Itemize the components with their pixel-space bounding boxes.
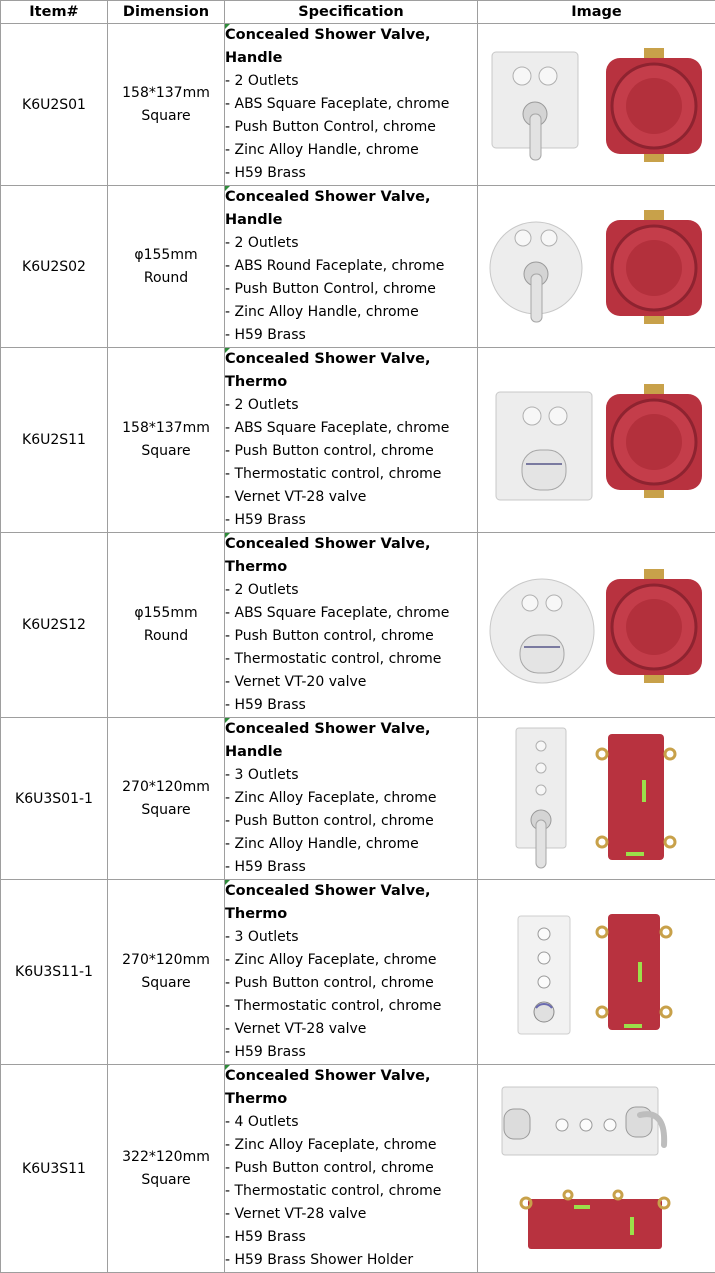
spec-line: - Push Button Control, chrome [225,116,477,139]
spec-title: Concealed Shower Valve, [225,1065,477,1088]
spec-line: - Zinc Alloy Handle, chrome [225,139,477,162]
spec-line: - Thermostatic control, chrome [225,648,477,671]
spec-line: - H59 Brass [225,162,477,185]
spec-title: Concealed Shower Valve, [225,186,477,209]
dimension-shape: Square [108,799,224,822]
product-image-cell [478,1065,715,1273]
spec-subtitle: Thermo [225,903,477,926]
dimension-size: 158*137mm [108,82,224,105]
cell-marker [225,348,230,353]
spec-line: - Zinc Alloy Faceplate, chrome [225,1134,477,1157]
product-image [478,192,714,342]
product-image-cell [478,348,715,533]
spec-line: - 4 Outlets [225,1111,477,1134]
spec-line: - Zinc Alloy Faceplate, chrome [225,949,477,972]
spec-line: - 2 Outlets [225,579,477,602]
spec-title: Concealed Shower Valve, [225,718,477,741]
spec-title: Concealed Shower Valve, [225,880,477,903]
product-image [478,1069,714,1269]
spec-line: - ABS Square Faceplate, chrome [225,602,477,625]
cell-marker [225,186,230,191]
spec-line: - Zinc Alloy Faceplate, chrome [225,787,477,810]
product-image [478,724,714,874]
dimension-cell [108,880,225,1065]
dimension-size: φ155mm [108,244,224,267]
spec-line: - Push Button control, chrome [225,625,477,648]
item-code: K6U2S12 [1,533,108,718]
table-row [1,348,715,533]
dimension-cell [108,718,225,880]
dimension-shape: Square [108,105,224,128]
specification-cell [225,533,478,718]
table-row [1,24,715,186]
dimension-shape: Square [108,1169,224,1192]
spec-line: - 2 Outlets [225,394,477,417]
cell-marker [225,24,230,29]
spec-line: - 3 Outlets [225,764,477,787]
spec-subtitle: Thermo [225,371,477,394]
dimension-size: φ155mm [108,602,224,625]
product-image-cell [478,718,715,880]
spec-subtitle: Handle [225,47,477,70]
spec-line: - ABS Round Faceplate, chrome [225,255,477,278]
spec-line: - Thermostatic control, chrome [225,1180,477,1203]
header-dimension: Dimension [108,1,225,24]
spec-line: - Push Button control, chrome [225,972,477,995]
spec-line: - Vernet VT-28 valve [225,1018,477,1041]
header-row [1,1,715,24]
dimension-cell [108,24,225,186]
spec-line: - Thermostatic control, chrome [225,463,477,486]
spec-subtitle: Thermo [225,556,477,579]
spec-line: - H59 Brass [225,324,477,347]
product-image-cell [478,24,715,186]
cell-marker [225,718,230,723]
product-image-cell [478,533,715,718]
specification-cell [225,880,478,1065]
table-row [1,880,715,1065]
item-code: K6U2S02 [1,186,108,348]
header-specification: Specification [225,1,478,24]
spec-title: Concealed Shower Valve, [225,533,477,556]
dimension-shape: Square [108,440,224,463]
table-row [1,186,715,348]
spec-line: - ABS Square Faceplate, chrome [225,93,477,116]
spec-line: - Vernet VT-28 valve [225,486,477,509]
spec-line: - Vernet VT-28 valve [225,1203,477,1226]
product-image-cell [478,186,715,348]
dimension-shape: Square [108,972,224,995]
spec-line: - Zinc Alloy Handle, chrome [225,833,477,856]
table-row [1,1065,715,1273]
spec-line: - 2 Outlets [225,70,477,93]
spec-line: - Thermostatic control, chrome [225,995,477,1018]
dimension-size: 322*120mm [108,1146,224,1169]
spec-subtitle: Handle [225,741,477,764]
item-code: K6U2S01 [1,24,108,186]
dimension-size: 270*120mm [108,949,224,972]
dimension-cell [108,186,225,348]
specification-cell [225,718,478,880]
specification-cell [225,186,478,348]
item-code: K6U2S11 [1,348,108,533]
cell-marker [225,533,230,538]
spec-subtitle: Thermo [225,1088,477,1111]
cell-marker [225,880,230,885]
spec-line: - Push Button control, chrome [225,440,477,463]
product-image [478,30,714,180]
header-image: Image [478,1,715,24]
specification-cell [225,24,478,186]
dimension-size: 158*137mm [108,417,224,440]
spec-line: - H59 Brass [225,1041,477,1064]
dimension-size: 270*120mm [108,776,224,799]
product-image [478,354,714,526]
spec-line: - H59 Brass [225,509,477,532]
cell-marker [225,1065,230,1070]
dimension-shape: Round [108,625,224,648]
item-code: K6U3S11-1 [1,880,108,1065]
table-row [1,533,715,718]
item-code: K6U3S01-1 [1,718,108,880]
product-image [478,539,714,711]
spec-line: - Zinc Alloy Handle, chrome [225,301,477,324]
spec-subtitle: Handle [225,209,477,232]
dimension-cell [108,1065,225,1273]
header-item: Item# [1,1,108,24]
dimension-shape: Round [108,267,224,290]
spec-line: - Push Button Control, chrome [225,278,477,301]
spec-line: - 2 Outlets [225,232,477,255]
spec-line: - H59 Brass [225,856,477,879]
spec-line: - H59 Brass [225,1226,477,1249]
item-code: K6U3S11 [1,1065,108,1273]
spec-line: - H59 Brass Shower Holder [225,1249,477,1272]
specification-cell [225,348,478,533]
dimension-cell [108,348,225,533]
spec-title: Concealed Shower Valve, [225,348,477,371]
spec-line: - ABS Square Faceplate, chrome [225,417,477,440]
spec-line: - Vernet VT-20 valve [225,671,477,694]
spec-line: - Push Button control, chrome [225,1157,477,1180]
specification-cell [225,1065,478,1273]
table-row [1,718,715,880]
product-image-cell [478,880,715,1065]
spec-line: - H59 Brass [225,694,477,717]
dimension-cell [108,533,225,718]
spec-title: Concealed Shower Valve, [225,24,477,47]
spec-line: - 3 Outlets [225,926,477,949]
spec-line: - Push Button control, chrome [225,810,477,833]
product-image [478,886,714,1058]
